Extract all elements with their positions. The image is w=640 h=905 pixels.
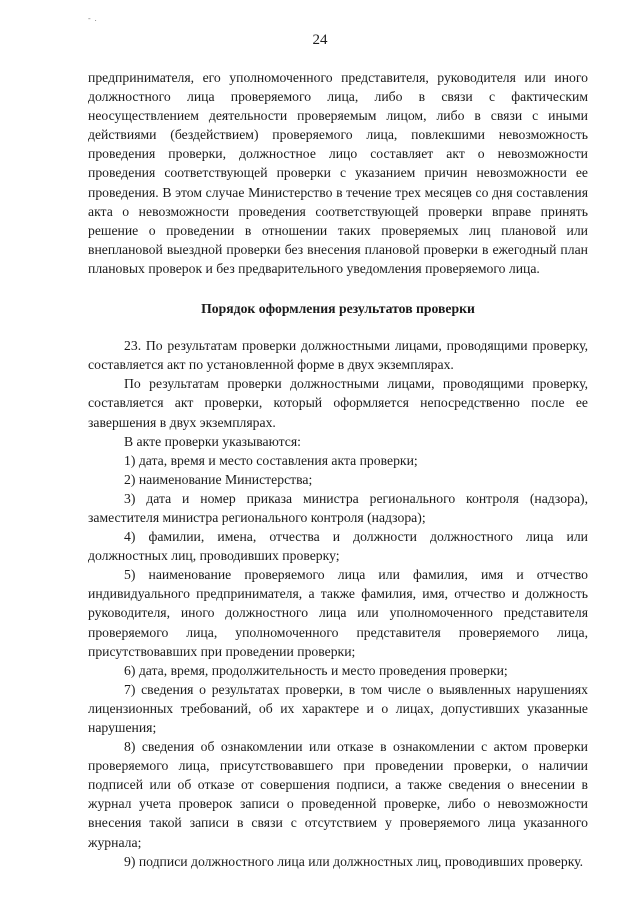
list-item: 7) сведения о результатах проверки, в том числе о выявленных нарушениях лицензионных требований, об их характере и о лицах, допустивших указанные нарушения; <box>88 681 588 735</box>
list-item: 4) фамилии, имена, отчества и должности должностного лица или должностных лиц, проводивших проверку; <box>88 529 588 564</box>
list-item: 2) наименование Министерства; <box>124 471 313 487</box>
paragraph-act-contents-intro: В акте проверки указываются: <box>124 433 301 449</box>
document-body <box>88 68 588 871</box>
list-item: 5) наименование проверяемого лица или фамилия, имя и отчество индивидуального предпринимателя, а также фамилия, имя, отчество и должность руководителя, иного должностного лица или уполномоченного представителя проверяемого лица, уполномоченного представителя проверяемого лица, присутствовавших при проведении проверки; <box>88 567 588 659</box>
paragraph-23: 23. По результатам проверки должностными лицами, проводящими проверку, составляется акт по установленной форме в двух экземплярах. <box>88 338 588 373</box>
paragraph-act-drafting: По результатам проверки должностными лицами, проводящими проверку, составляется акт проверки, который оформляется непосредственно после ее завершения в двух экземплярах. <box>88 376 588 430</box>
list-item: 1) дата, время и место составления акта проверки; <box>124 452 418 468</box>
section-heading: Порядок оформления результатов проверки <box>201 301 475 317</box>
list-item: 9) подписи должностного лица или должностных лиц, проводивших проверку. <box>124 853 584 869</box>
page-number: 24 <box>312 32 328 48</box>
list-item: 6) дата, время, продолжительность и место проведения проверки; <box>124 662 508 678</box>
list-item: 8) сведения об ознакомлении или отказе в ознакомлении с актом проверки проверяемого лица, присутствовавшего при проведении проверки, о наличии подписей или об отказе от совершения подписи, а также сведения о внесении в журнал учета проверок записи о проведенной проверке, либо о невозможности внесения такой записи в связи с отсутствием у проверяемого лица указанного журнала; <box>88 739 588 850</box>
list-item: 3) дата и номер приказа министра регионального контроля (надзора), заместителя министра регионального контроля (надзора); <box>88 490 588 525</box>
scan-mark: - . <box>88 14 98 23</box>
continuation-paragraph: предпринимателя, его уполномоченного представителя, руководителя или иного должностного лица проверяемого лица, либо в связи с фактическим неосуществлением деятельности проверяемым лицом, либо в связи с иными действиями (бездействием) проверяемого лица, повлекшими невозможность проведения проверки, должностное лицо составляет акт о невозможности проведения соответствующей проверки с указанием причин невозможности ее проведения. В этом случае Министерство в течение трех месяцев со дня составления акта о невозможности проведения соответствующей проверки вправе принять решение о проведении в отношении таких проверяемых лиц плановой или внеплановой выездной проверки без внесения плановой проверки в ежегодный план плановых проверок и без предварительного уведомления проверяемого лица. <box>88 70 588 276</box>
